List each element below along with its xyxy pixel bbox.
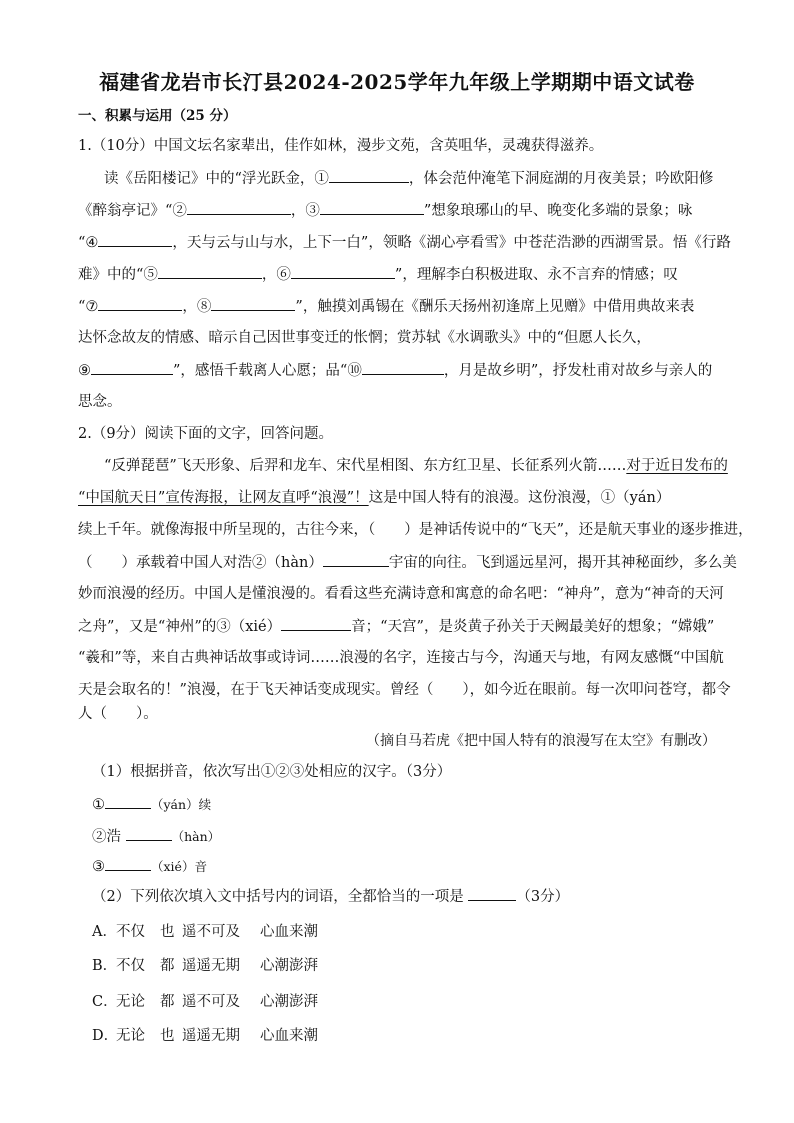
text: “反弹琵琶”飞天形象、后羿和龙车、宋代星相图、东方红卫星、长征系列火箭…… — [104, 458, 627, 474]
answer-blank[interactable] — [126, 826, 172, 841]
q2-para-line-1 — [104, 456, 728, 476]
option-word: 心血来潮 — [260, 1028, 318, 1044]
text: 之舟”，又是“神州”的③（xié） — [78, 619, 282, 635]
q2-para-line-9: 人（ ）。 — [78, 706, 158, 722]
option-word: 遥遥无期 — [182, 1028, 240, 1044]
option-word: 不仅 — [116, 958, 145, 974]
exam-title: 福建省龙岩市长汀县2024-2025学年九年级上学期期中语文试卷 — [99, 70, 695, 94]
text: 读《岳阳楼记》中的“浮光跃金，① — [104, 171, 329, 187]
q1-line-4 — [78, 264, 678, 285]
q2-stem: 2.（9分）阅读下面的文字，回答问题。 — [78, 426, 334, 442]
option-b[interactable] — [92, 954, 318, 975]
answer-blank[interactable] — [98, 296, 182, 311]
text: ，⑥ — [261, 267, 291, 283]
q2-sub2 — [92, 886, 569, 907]
text: ，③ — [290, 203, 320, 219]
option-word: 心潮澎湃 — [260, 958, 318, 974]
section-heading: 一、积累与运用（25 分） — [78, 108, 237, 124]
answer-blank[interactable] — [323, 552, 389, 567]
pinyin: （yán）续 — [151, 797, 212, 812]
option-word: 无论 — [116, 1028, 145, 1044]
option-word: 也 — [160, 1028, 175, 1044]
text: （ ）承载着中国人对浩②（hàn） — [78, 555, 323, 571]
text: ① — [92, 797, 105, 813]
text: （3分） — [516, 889, 570, 905]
q2-para-line-6 — [78, 616, 714, 637]
option-letter: A． — [92, 924, 117, 940]
q1-stem: 1.（10分）中国文坛名家辈出，佳作如林，漫步文苑，含英咀华，灵魂获得滋养。 — [78, 138, 604, 154]
text: ”，理解李白积极进取、永不言弃的情感；叹 — [394, 267, 678, 283]
text: ”，触摸刘禹锡在《酬乐天扬州初逢席上见赠》中借用典故来表 — [295, 299, 695, 315]
underlined-text: “中国航天日”宣传海报，让网友直呼“浪漫”！ — [78, 490, 369, 506]
text: ”，感悟千载离人心愿；品“⑩ — [173, 363, 362, 379]
option-letter: C． — [92, 994, 118, 1010]
pinyin: （hàn） — [171, 829, 221, 844]
answer-blank[interactable] — [211, 296, 295, 311]
option-word: 都 — [160, 994, 175, 1010]
source-citation: （摘自马若虎《把中国人特有的浪漫写在太空》有删改） — [366, 733, 716, 749]
q1-line-1 — [104, 168, 713, 189]
q1-line-5 — [78, 296, 694, 317]
q2-sub1: （1）根据拼音，依次写出①②③处相应的汉字。（3分） — [92, 764, 452, 780]
option-word: 无论 — [116, 994, 145, 1010]
answer-blank[interactable] — [98, 232, 172, 247]
text: （2）下列依次填入文中括号内的词语，全都恰当的一项是 — [92, 889, 464, 905]
text: “④ — [78, 235, 99, 251]
text: ，月是故乡明”，抒发杜甫对故乡与亲人的 — [443, 363, 713, 379]
answer-blank[interactable] — [187, 200, 291, 215]
fill-item-3 — [92, 856, 207, 877]
option-d[interactable] — [92, 1024, 318, 1045]
answer-blank[interactable] — [329, 168, 409, 183]
q1-line-8: 思念。 — [78, 394, 122, 410]
answer-blank[interactable] — [362, 360, 444, 375]
text: ③ — [92, 859, 105, 875]
answer-blank[interactable] — [91, 360, 173, 375]
answer-blank[interactable] — [291, 264, 395, 279]
option-a[interactable] — [92, 920, 318, 941]
option-word: 遥不可及 — [182, 994, 240, 1010]
text: ”想象琅琊山的早、晚变化多端的景象；咏 — [423, 203, 693, 219]
answer-blank[interactable] — [105, 794, 151, 809]
q1-line-2 — [78, 200, 692, 221]
q2-para-line-4 — [78, 552, 737, 573]
text: ⑨ — [78, 363, 91, 379]
fill-item-1 — [92, 794, 211, 815]
text: 宇宙的向往。飞到遥远星河，揭开其神秘面纱，多么美 — [388, 555, 737, 571]
text: ②浩 — [92, 829, 121, 845]
option-word: 心潮澎湃 — [260, 994, 318, 1010]
q2-para-line-2 — [78, 488, 670, 508]
text: ，天与云与山与水，上下一白”，领略《湖心亭看雪》中苍茫浩渺的西湖雪景。悟《行路 — [172, 235, 731, 251]
q2-para-line-5: 妙而浪漫的经历。中国人是懂浪漫的。看看这些充满诗意和寓意的命名吧：“神舟”，意为“神奇的天河 — [78, 586, 724, 602]
text: 这是中国人特有的浪漫。这份浪漫，①（yán） — [368, 490, 671, 506]
option-word: 遥遥无期 — [182, 958, 240, 974]
q2-para-line-3: 续上千年。就像海报中所呈现的，古往今来，（ ）是神话传说中的“飞天”，还是航天事业的逐步推进， — [78, 522, 753, 538]
answer-blank[interactable] — [158, 264, 262, 279]
q1-line-3 — [78, 232, 731, 253]
option-word: 不仅 — [116, 924, 145, 940]
pinyin: （xié）音 — [151, 859, 207, 874]
fill-item-2 — [92, 826, 220, 847]
text: 《醉翁亭记》“② — [78, 203, 187, 219]
q1-line-7 — [78, 360, 712, 381]
q1-line-6: 达怀念故友的情感、暗示自己因世事变迁的怅惘；赏苏轼《水调歌头》中的“但愿人长久， — [78, 330, 651, 346]
answer-blank[interactable] — [320, 200, 424, 215]
q2-para-line-8: 天是会取名的！”浪漫，在于飞天神话变成现实。曾经（ ），如今近在眼前。每一次叩问苍穹，都令 — [78, 682, 731, 698]
option-c[interactable] — [92, 990, 318, 1011]
option-word: 遥不可及 — [182, 924, 240, 940]
answer-blank[interactable] — [468, 886, 516, 901]
option-word: 也 — [160, 924, 175, 940]
text: 难》中的“⑤ — [78, 267, 158, 283]
q2-para-line-7: “羲和”等，来自古典神话故事或诗词……浪漫的名字，连接古与今，沟通天与地，有网友感慨“中国航 — [78, 650, 724, 666]
text: “⑦ — [78, 299, 99, 315]
option-word: 心血来潮 — [260, 924, 318, 940]
text: 音；“天宫”，是炎黄子孙关于天阙最美好的想象；“嫦娥” — [351, 619, 715, 635]
underlined-text: 对于近日发布的 — [626, 458, 728, 474]
option-letter: D． — [92, 1028, 119, 1044]
option-word: 都 — [160, 958, 175, 974]
option-letter: B． — [92, 958, 118, 974]
text: ，⑧ — [182, 299, 212, 315]
answer-blank[interactable] — [105, 856, 151, 871]
answer-blank[interactable] — [281, 616, 351, 631]
text: ，体会范仲淹笔下洞庭湖的月夜美景；吟欧阳修 — [408, 171, 714, 187]
